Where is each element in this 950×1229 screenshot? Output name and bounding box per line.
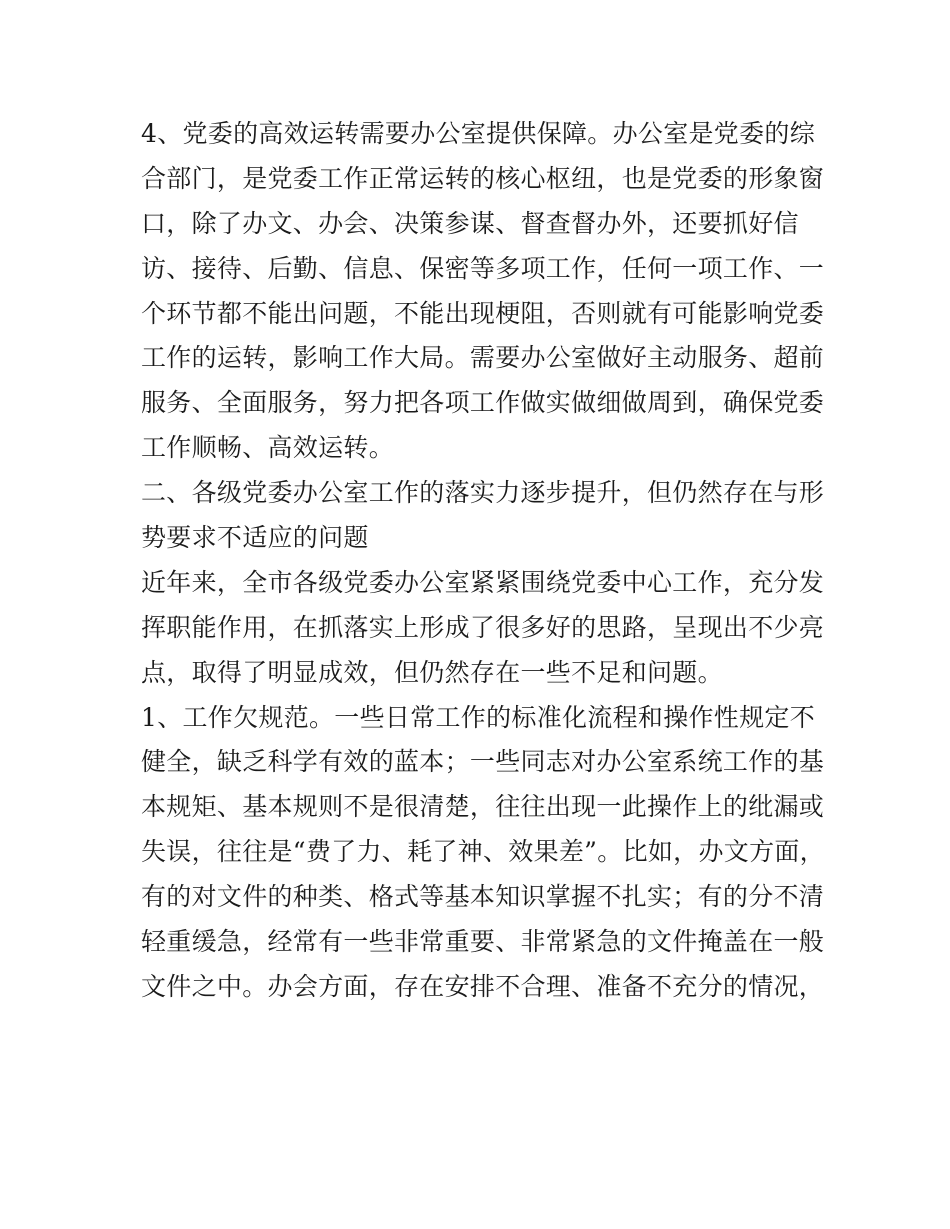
- text-line: 工作的运转，影响工作大局。需要办公室做好主动服务、超前: [141, 343, 825, 373]
- text-line: 服务、全面服务，努力把各项工作做实做细做周到，确保党委: [141, 388, 825, 418]
- text-line: 轻重缓急，经常有一些非常重要、非常紧急的文件掩盖在一般: [141, 927, 825, 957]
- text-line: 点，取得了明显成效，但仍然存在一些不足和问题。: [141, 657, 723, 687]
- text-line: 健全，缺乏科学有效的蓝本；一些同志对办公室系统工作的基: [141, 747, 825, 777]
- text-line: 挥职能作用，在抓落实上形成了很多好的思路，呈现出不少亮: [141, 612, 825, 642]
- text-line: 工作顺畅、高效运转。: [141, 433, 395, 463]
- text-line: 合部门，是党委工作正常运转的核心枢纽，也是党委的形象窗: [141, 163, 825, 193]
- text-line: 失误，往往是“费了力、耗了神、效果差”。比如，办文方面，: [141, 837, 825, 867]
- text-line: 个环节都不能出问题，不能出现梗阻，否则就有可能影响党委: [141, 298, 825, 328]
- text-line: 口，除了办文、办会、决策参谋、督查督办外，还要抓好信: [141, 208, 799, 238]
- section-heading-line: 势要求不适应的问题: [141, 523, 369, 553]
- text-line: 访、接待、后勤、信息、保密等多项工作，任何一项工作、一: [141, 253, 825, 283]
- text-line: 有的对文件的种类、格式等基本知识掌握不扎实；有的分不清: [141, 882, 825, 912]
- text-line: 1、工作欠规范。一些日常工作的标准化流程和操作性规定不: [141, 702, 816, 732]
- text-line: 4、党委的高效运转需要办公室提供保障。办公室是党委的综: [141, 119, 816, 148]
- section-heading-line: 二、各级党委办公室工作的落实力逐步提升，但仍然存在与形: [141, 478, 825, 508]
- document-body: [141, 112, 825, 1010]
- text-line: 本规矩、基本规则不是很清楚，往往出现一此操作上的纰漏或: [141, 792, 825, 822]
- text-line: 文件之中。办会方面，存在安排不合理、准备不充分的情况，: [141, 971, 825, 1001]
- text-line: 近年来，全市各级党委办公室紧紧围绕党委中心工作，充分发: [141, 567, 825, 597]
